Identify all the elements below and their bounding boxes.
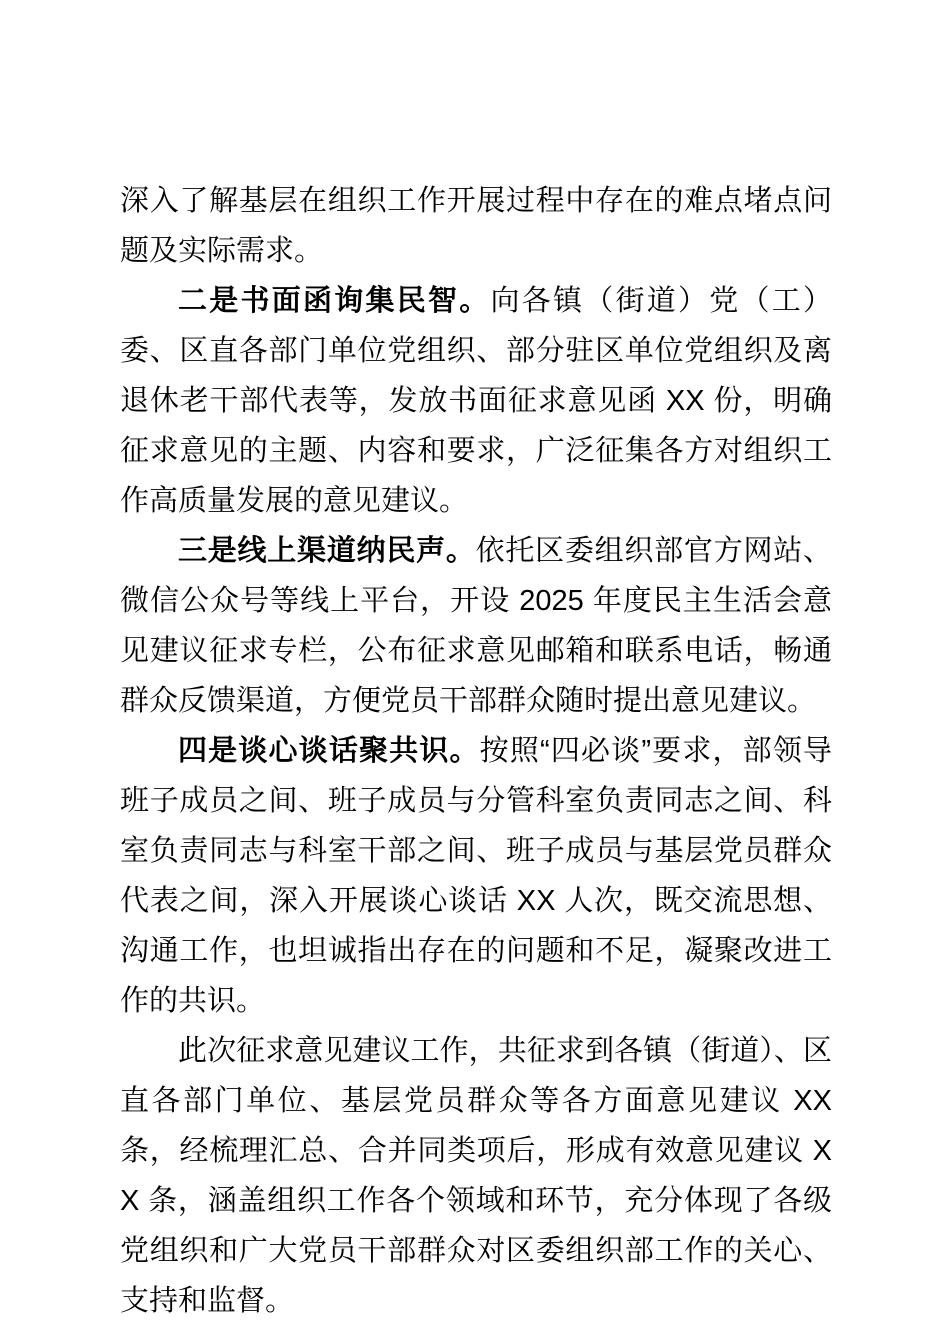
paragraph-lead-heading: 四是谈心谈话聚共识。 bbox=[178, 735, 480, 767]
paragraph-text: 依托区委组织部官方网站、微信公众号等线上平台，开设 2025 年度民主生活会意见建议征求专栏，公布征求意见邮箱和联系电话，畅通群众反馈渠道，方便党员干部群众随时提出意见建议。 bbox=[120, 535, 832, 717]
document-body bbox=[120, 176, 832, 1326]
paragraph-lead-heading: 二是书面函询集民智。 bbox=[178, 285, 491, 317]
paragraph-summary bbox=[120, 1026, 832, 1326]
paragraph-item-three bbox=[120, 526, 832, 726]
paragraph-continuation bbox=[120, 176, 832, 276]
paragraph-text: 向各镇（街道）党（工）委、区直各部门单位党组织、部分驻区单位党组织及离退休老干部代表等，发放书面征求意见函 XX 份，明确征求意见的主题、内容和要求，广泛征集各方对组织工作高质量发展的意见建议。 bbox=[120, 285, 832, 517]
paragraph-item-four bbox=[120, 726, 832, 1026]
paragraph-text: 按照“四必谈”要求，部领导班子成员之间、班子成员与分管科室负责同志之间、科室负责同志与科室干部之间、班子成员与基层党员群众代表之间，深入开展谈心谈话 XX 人次，既交流思想、沟通工作，也坦诚指出存在的问题和不足，凝聚改进工作的共识。 bbox=[120, 735, 832, 1017]
paragraph-text: 此次征求意见建议工作，共征求到各镇（街道）、区直各部门单位、基层党员群众等各方面意见建议 XX 条，经梳理汇总、合并同类项后，形成有效意见建议 XX 条，涵盖组织工作各个领域和环节，充分体现了各级党组织和广大党员干部群众对区委组织部工作的关心、支持和监督。 bbox=[120, 1035, 832, 1317]
paragraph-lead-heading: 三是线上渠道纳民声。 bbox=[178, 535, 476, 567]
paragraph-text: 深入了解基层在组织工作开展过程中存在的难点堵点问题及实际需求。 bbox=[120, 185, 832, 267]
paragraph-item-two bbox=[120, 276, 832, 526]
